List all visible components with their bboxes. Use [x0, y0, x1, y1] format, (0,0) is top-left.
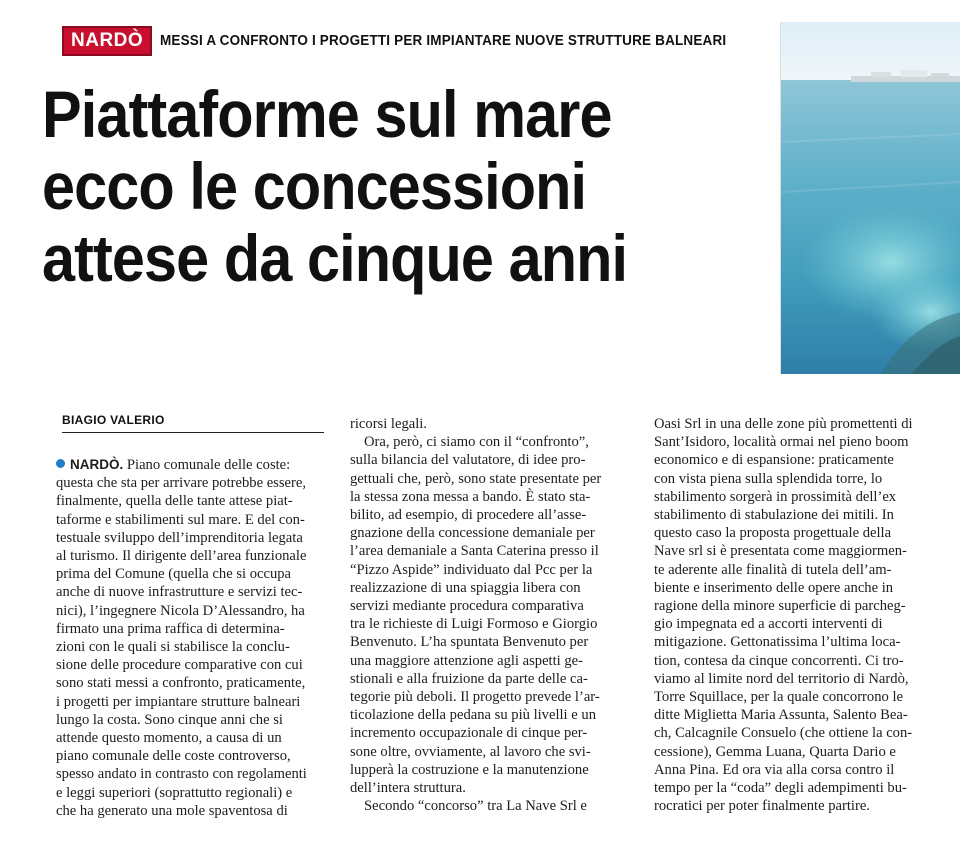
- text-line: servizi mediante procedura comparativa: [350, 598, 584, 615]
- text-line: ditte Miglietta Maria Assunta, Salento Bea-: [654, 707, 908, 724]
- text-line: biente e inserimento delle opere anche in: [654, 579, 894, 596]
- text-line: gnazione della concessione demaniale per: [350, 525, 595, 542]
- text-line: Ora, però, ci siamo con il “confronto”,: [364, 434, 589, 451]
- sea-photo: [780, 22, 960, 374]
- kicker-location-tag: NARDÒ: [62, 26, 152, 56]
- article-column-2: [350, 415, 634, 815]
- text-line: Secondo “concorso” tra La Nave Srl e: [364, 798, 587, 815]
- text-line: questa che sta per arrivare potrebbe essere,: [56, 475, 306, 492]
- text-line: mitigazione. Gettonatissima l’ultima loca-: [654, 634, 901, 651]
- text-line: Oasi Srl in una delle zone più promettenti di: [654, 416, 913, 432]
- text-line: lungo la costa. Sono cinque anni che si: [56, 711, 283, 728]
- byline: BIAGIO VALERIO: [62, 413, 165, 427]
- headline: [42, 78, 772, 294]
- article-column-1: [56, 456, 336, 820]
- text-line: bilito, ad esempio, di procedere all’asse-: [350, 507, 587, 524]
- text-line: e leggi superiori (soprattutto regionali) e: [56, 784, 293, 801]
- text-line: incremento occupazionale di cinque per-: [350, 725, 588, 742]
- kicker: [62, 26, 769, 56]
- text-line: anche di nuove infrastrutture e servizi tec-: [56, 584, 303, 601]
- text-line: stionali e alla fruizione da parte delle ca-: [350, 670, 588, 687]
- text-line: lupperà la costruzione e la manutenzione: [350, 761, 589, 778]
- text-line: finalmente, quella delle tante attese piat-: [56, 493, 293, 510]
- headline-line-2: ecco le concessioni: [42, 149, 587, 223]
- text-line: sione delle procedure comparative con cui: [56, 657, 303, 674]
- text-line: Nave srl si è presentata come maggiormen-: [654, 543, 907, 560]
- text-line: l’area demaniale a Santa Caterina presso il: [350, 543, 599, 560]
- text-line: stabilimento sorgerà in prossimità dell’ex: [654, 488, 897, 505]
- text-line: piano comunale delle coste controverso,: [56, 748, 291, 765]
- text-line: Anna Pina. Ed ora via alla corsa contro il: [654, 761, 895, 778]
- text-line: gettuali che, però, sono state presentate per: [350, 470, 602, 487]
- text-line: sulla bilancia del valutatore, di idee pro-: [350, 452, 586, 469]
- headline-line-1: Piattaforme sul mare: [42, 77, 612, 151]
- text-line: gio impegnata ed a accorti interventi di: [654, 616, 883, 633]
- text-line: economico e di espansione: praticamente: [654, 452, 894, 469]
- text-line: rocratici per poter finalmente partire.: [654, 798, 870, 815]
- text-line: ch, Calcagnile Consuelo (che ottiene la con-: [654, 725, 913, 742]
- text-line: zioni con le quali si stabilisce la conclu-: [56, 639, 290, 656]
- text-line: sone oltre, ovviamente, al lavoro che svi-: [350, 743, 591, 760]
- text-line: una maggiore attenzione agli aspetti ge-: [350, 652, 584, 669]
- text-line: Benvenuto. L’ha spuntata Benvenuto per: [350, 634, 589, 651]
- sea-photo-illustration: [781, 22, 960, 374]
- text-line: “Pizzo Aspide” individuato dal Pcc per la: [350, 561, 593, 578]
- text-line: i progetti per impiantare strutture balneari: [56, 693, 301, 710]
- text-line: cessione), Gemma Luana, Quarta Dario e: [654, 743, 896, 760]
- text-line: che ha generato una mole spaventosa di: [56, 802, 288, 819]
- text-line: realizzazione di una spiaggia libera con: [350, 579, 581, 596]
- text-line: Torre Squillace, per la quale concorrono le: [654, 689, 903, 706]
- text-line: dell’intera struttura.: [350, 780, 466, 797]
- byline-rule: [62, 411, 324, 433]
- text-line: nici), l’ingegnere Nicola D’Alessandro, ha: [56, 602, 305, 619]
- text-line: firmato una prima raffica di determina-: [56, 620, 285, 637]
- text-line: ticolazione della pedana su più livelli e un: [350, 707, 596, 724]
- text-line: tra le richieste di Luigi Formoso e Giorgio: [350, 616, 598, 633]
- text-line: te aderente alle finalità di tutela dell’am-: [654, 561, 892, 578]
- text-line: sono stati messi a confronto, praticamente,: [56, 675, 306, 692]
- kicker-headline: MESSI A CONFRONTO I PROGETTI PER IMPIANTARE NUOVE STRUTTURE BALNEARI: [160, 33, 727, 49]
- text-line: tempo per la “coda” degli adempimenti bu-: [654, 780, 907, 797]
- text-line: taforme e stabilimenti sul mare. E del con-: [56, 511, 305, 528]
- text-line: NARDÒ. Piano comunale delle coste:: [56, 456, 336, 474]
- text-line: al turismo. Il dirigente dell’area funzionale: [56, 548, 307, 565]
- bullet-dot-icon: [56, 459, 65, 468]
- text-line: testuale sviluppo dell’imprenditoria legata: [56, 529, 303, 546]
- article-column-3: [654, 415, 950, 815]
- text-line: tegorie più deboli. Il progetto prevede l’ar-: [350, 689, 600, 706]
- text-line: la stessa zona messa a bando. È stato sta-: [350, 488, 591, 505]
- text-line: Sant’Isidoro, località ormai nel pieno boom: [654, 434, 909, 451]
- text-line: stabilimento di stabulazione dei mitili. In: [654, 507, 894, 524]
- text-line: con vista piena sulla splendida torre, lo: [654, 470, 883, 487]
- text-line: attende questo momento, a causa di un: [56, 730, 282, 747]
- text-line: ragione della minore superficie di parcheg-: [654, 598, 906, 615]
- dateline: NARDÒ.: [70, 457, 124, 472]
- text-line: questo caso la proposta progettuale della: [654, 525, 892, 542]
- headline-line-3: attese da cinque anni: [42, 221, 628, 295]
- text-line: spesso andato in contrasto con regolamenti: [56, 766, 307, 783]
- text-line: ricorsi legali.: [350, 416, 427, 432]
- text-line: prima del Comune (quella che si occupa: [56, 566, 292, 583]
- text-line: tion, contesa da cinque concorrenti. Ci tro-: [654, 652, 904, 669]
- text-line: viamo al limite nord del territorio di Nardò,: [654, 670, 909, 687]
